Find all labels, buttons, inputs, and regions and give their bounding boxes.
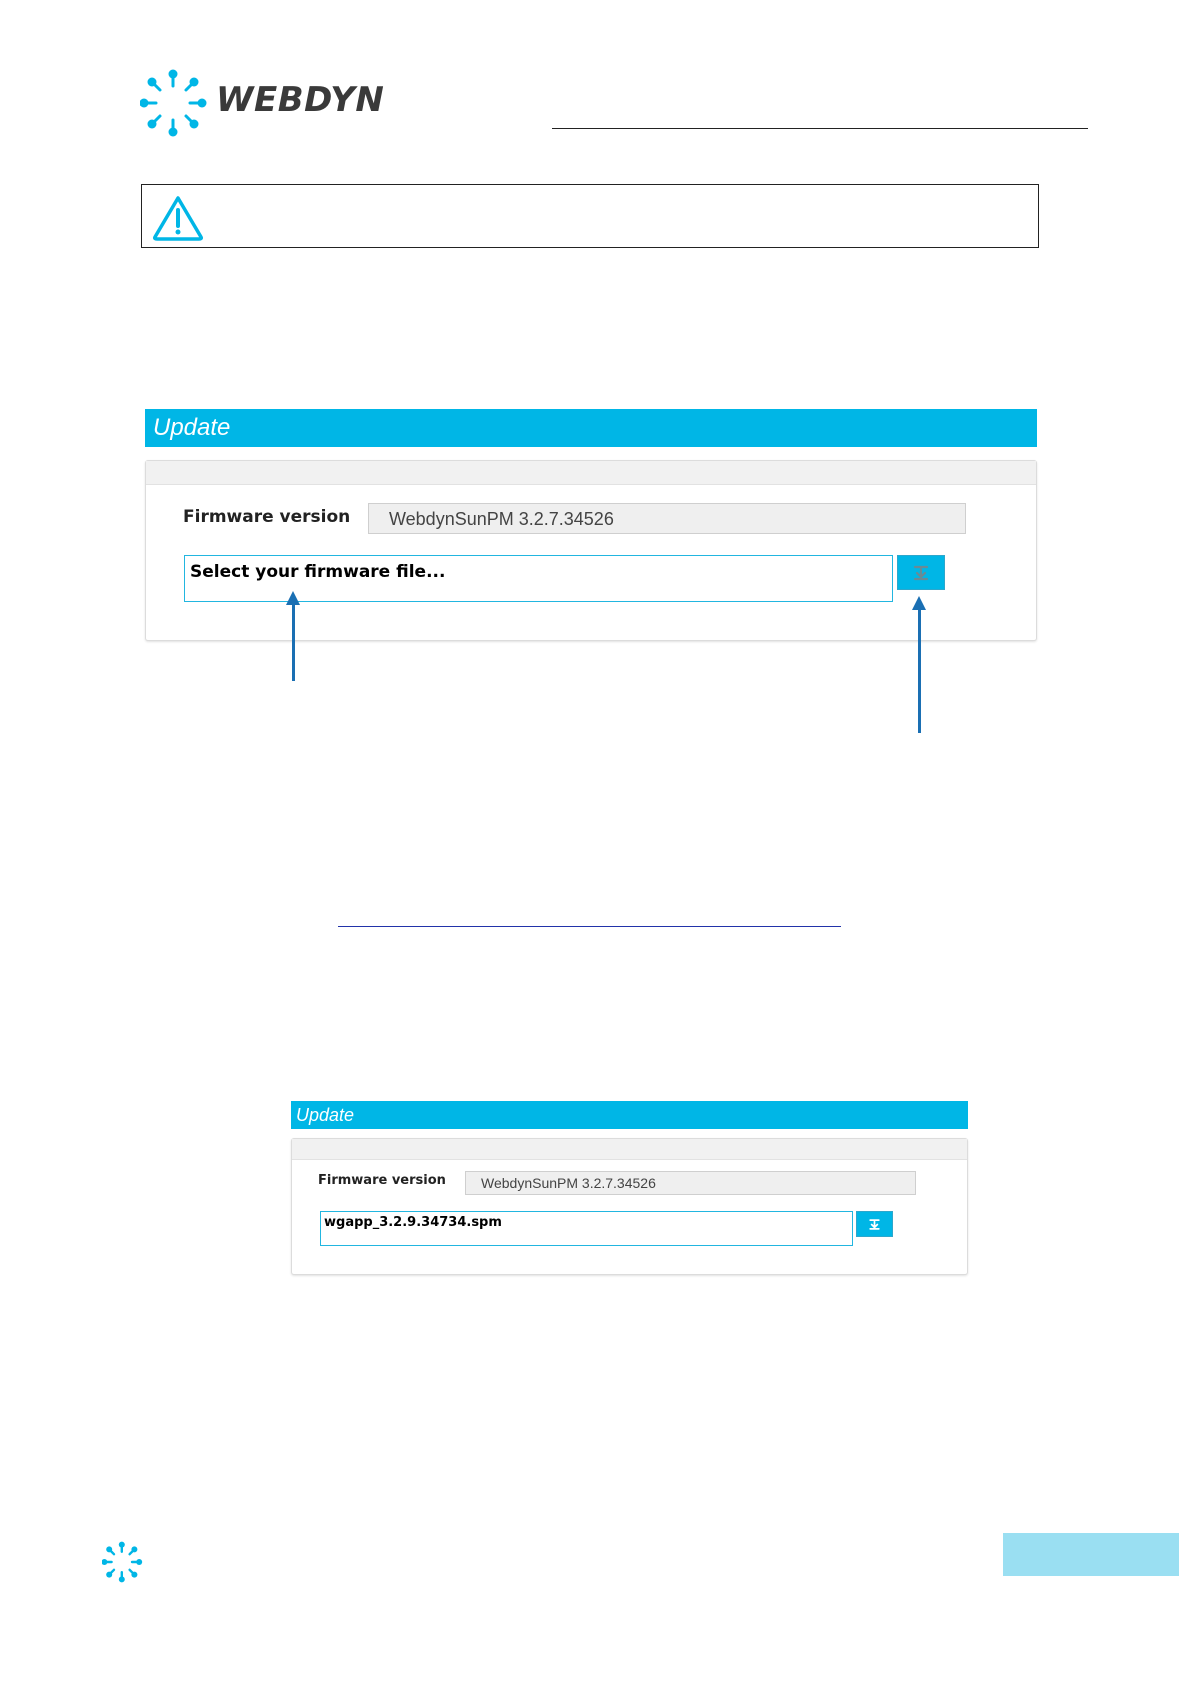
arrow-upload-button-head — [912, 596, 926, 610]
header-divider — [552, 128, 1088, 129]
warning-box — [141, 184, 1039, 248]
panel-title: Update — [291, 1101, 968, 1129]
firmware-version-label: Firmware version — [183, 507, 351, 527]
panel-top-bar — [292, 1139, 967, 1160]
panel-body — [145, 460, 1037, 641]
firmware-version-field: WebdynSunPM 3.2.7.34526 — [368, 503, 966, 534]
warning-triangle-icon — [152, 195, 204, 246]
upload-button[interactable] — [856, 1211, 893, 1237]
firmware-version-field: WebdynSunPM 3.2.7.34526 — [465, 1171, 916, 1195]
arrow-file-input — [292, 604, 295, 681]
upload-icon — [912, 564, 930, 582]
link-underline — [338, 926, 841, 927]
firmware-version-label: Firmware version — [318, 1173, 446, 1188]
page-number-block — [1003, 1533, 1179, 1576]
webdyn-logo-icon — [102, 1541, 144, 1583]
update-panel-small — [291, 1101, 968, 1275]
upload-icon — [868, 1218, 881, 1231]
arrow-upload-button — [918, 609, 921, 733]
panel-body — [291, 1138, 968, 1275]
firmware-file-input[interactable]: wgapp_3.2.9.34734.spm — [320, 1211, 853, 1246]
update-panel-large — [145, 409, 1037, 641]
upload-button[interactable] — [897, 555, 945, 590]
firmware-file-input[interactable]: Select your firmware file... — [184, 555, 893, 602]
arrow-file-input-head — [286, 591, 300, 605]
webdyn-logo-icon — [140, 68, 210, 138]
panel-top-bar — [146, 461, 1036, 485]
brand-name: WEBDYN — [216, 80, 385, 120]
panel-title: Update — [145, 409, 1037, 447]
